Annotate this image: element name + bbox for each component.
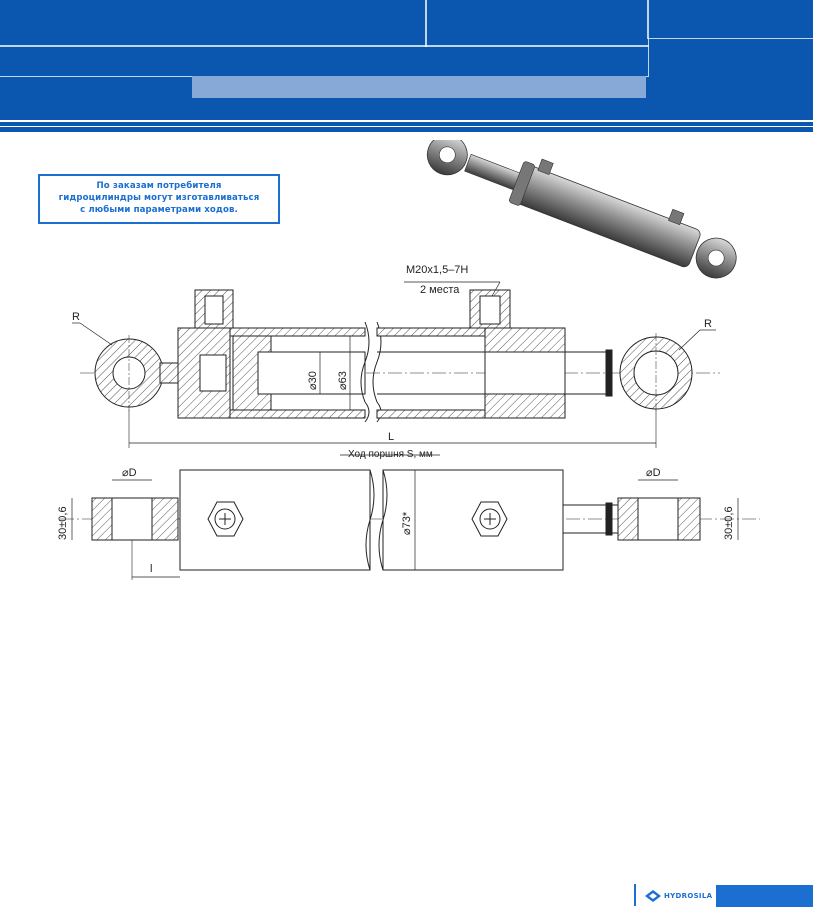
header-rule xyxy=(0,126,813,127)
eye-offset-label: l xyxy=(150,563,153,575)
order-note-line: с любыми параметрами ходов. xyxy=(80,205,238,215)
pin-diameter-label: ⌀D xyxy=(122,467,137,479)
header-rule xyxy=(0,120,813,122)
section-view xyxy=(72,282,720,455)
eye-width-label: 30±0,6 xyxy=(57,506,69,540)
footer-brand: HYDROSILA xyxy=(664,892,713,900)
length-label: L xyxy=(388,431,395,443)
radius-label: R xyxy=(72,311,80,323)
thread-count-label: 2 места xyxy=(420,284,460,296)
technical-drawing xyxy=(0,140,813,590)
rod-diameter-label: ⌀30 xyxy=(307,371,319,390)
bore-diameter-label: ⌀63 xyxy=(337,371,349,390)
radius-label: R xyxy=(704,318,712,330)
footer-bar xyxy=(716,885,813,907)
header-band xyxy=(192,76,646,98)
header-cell xyxy=(647,0,813,39)
header-cell xyxy=(0,0,427,47)
footer-separator xyxy=(634,884,636,906)
eye-width-label: 30±0,6 xyxy=(723,506,735,540)
thread-label: M20x1,5–7H xyxy=(406,264,469,276)
order-note-line: гидроцилиндры могут изготавливаться xyxy=(58,193,260,203)
outer-diameter-label: ⌀73* xyxy=(401,511,413,535)
footer-logo xyxy=(645,887,712,905)
logo-icon xyxy=(645,890,661,902)
header-cell xyxy=(0,45,649,77)
pin-diameter-label: ⌀D xyxy=(646,467,661,479)
header-cell xyxy=(425,0,649,47)
section-labels xyxy=(72,264,712,460)
order-note-line: По заказам потребителя xyxy=(96,181,222,191)
cylinder-render xyxy=(421,140,746,286)
stroke-label: Ход поршня S, мм xyxy=(348,449,433,460)
page-header xyxy=(0,0,813,132)
